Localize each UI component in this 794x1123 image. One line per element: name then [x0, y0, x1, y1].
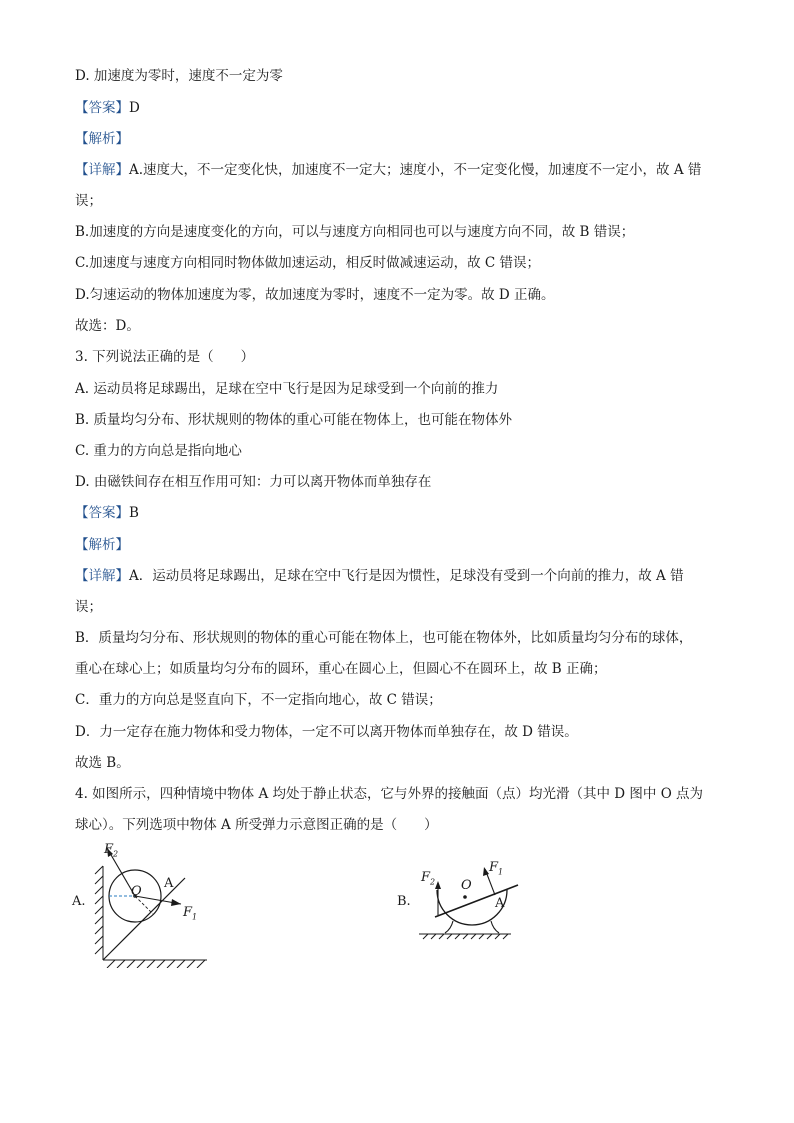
q2-detail-c: C.加速度与速度方向相同时物体做加速运动，相反时做减速运动，故 C 错误；	[75, 255, 541, 271]
figure-b-o-label: O	[461, 878, 472, 893]
answer-value: D	[129, 100, 140, 116]
figure-b-f2-label: $F_2$	[421, 870, 436, 887]
figure-b-ground	[419, 934, 511, 939]
q3-detail-a1	[75, 567, 684, 585]
q3-detail-b1: B．质量均匀分布、形状规则的物体的重心可能在物体上，也可能在物体外，比如质量均匀分布的球体，	[75, 630, 693, 646]
figure-b-center-dot	[463, 895, 467, 899]
figure-b-f1-label: $F_1$	[489, 860, 504, 877]
q3-detail-c: C．重力的方向总是竖直向下，不一定指向地心，故 C 错误；	[75, 692, 442, 708]
figure-b-f2-arrowhead	[435, 881, 441, 889]
figure-a-option-label: A.	[72, 894, 86, 909]
q4-stem-line2: 球心）。下列选项中物体 A 所受弹力示意图正确的是（ ）	[75, 817, 438, 833]
q4-stem-line1: 4. 如图所示，四种情境中物体 A 均处于静止状态，它与外界的接触面（点）均光滑（其中 D 图中 O 点为	[75, 786, 704, 802]
q2-detail-line1	[75, 161, 701, 179]
q3-detail-d: D．力一定存在施力物体和受力物体，一定不可以离开物体而单独存在，故 D 错误。	[75, 724, 578, 740]
detail-tag: 【详解】	[75, 568, 129, 584]
q2-answer	[75, 99, 140, 117]
q3-stem: 3. 下列说法正确的是（ ）	[75, 349, 255, 365]
figure-b-option-label: B.	[397, 894, 411, 909]
q2-detail-line2: 误；	[75, 193, 102, 209]
figure-a-a-label: A	[164, 876, 174, 891]
q3-detail-b2: 重心在球心上；如质量均匀分布的圆环，重心在圆心上，但圆心不在圆环上，故 B 正确；	[75, 661, 607, 677]
q3-option-a: A. 运动员将足球踢出，足球在空中飞行是因为足球受到一个向前的推力	[75, 381, 499, 397]
figure-a-f1-arrowhead	[171, 899, 181, 906]
q2-detail-b: B.加速度的方向是速度变化的方向，可以与速度方向相同也可以与速度方向不同，故 B 错误；	[75, 224, 635, 240]
q2-analysis-tag: 【解析】	[75, 131, 129, 147]
detail-tag: 【详解】	[75, 162, 129, 178]
q3-analysis-tag: 【解析】	[75, 537, 129, 553]
figure-a-o-label: O	[131, 884, 142, 899]
q3-answer	[75, 504, 139, 522]
q3-detail-a2: 误；	[75, 599, 102, 615]
q2-detail-d: D.匀速运动的物体加速度为零，故加速度为零时，速度不一定为零。故 D 正确。	[75, 287, 555, 303]
figure-b-bowl-stand	[445, 921, 499, 933]
figure-a-f1-label: $F_1$	[183, 905, 198, 922]
figure-b-diagram	[415, 855, 525, 945]
q3-choice: 故选 B。	[75, 755, 130, 771]
detail-text: A.速度大，不一定变化快，加速度不一定大；速度小，不一定变化慢，加速度不一定小，故 A 错	[129, 162, 702, 178]
q3-option-c: C. 重力的方向总是指向地心	[75, 443, 242, 459]
q3-option-d: D. 由磁铁间存在相互作用可知：力可以离开物体而单独存在	[75, 474, 432, 490]
answer-tag: 【答案】	[75, 100, 129, 116]
figure-b-a-label: A	[495, 896, 505, 911]
detail-text: A．运动员将足球踢出，足球在空中飞行是因为惯性，足球没有受到一个向前的推力，故 A 错	[129, 568, 684, 584]
answer-value: B	[129, 505, 139, 521]
answer-tag: 【答案】	[75, 505, 129, 521]
q2-option-d: D. 加速度为零时，速度不一定为零	[75, 68, 283, 84]
figure-a-f2-label: $F_2$	[104, 842, 119, 859]
q3-option-b: B. 质量均匀分布、形状规则的物体的重心可能在物体上，也可能在物体外	[75, 412, 513, 428]
q2-choice: 故选：D。	[75, 318, 140, 334]
